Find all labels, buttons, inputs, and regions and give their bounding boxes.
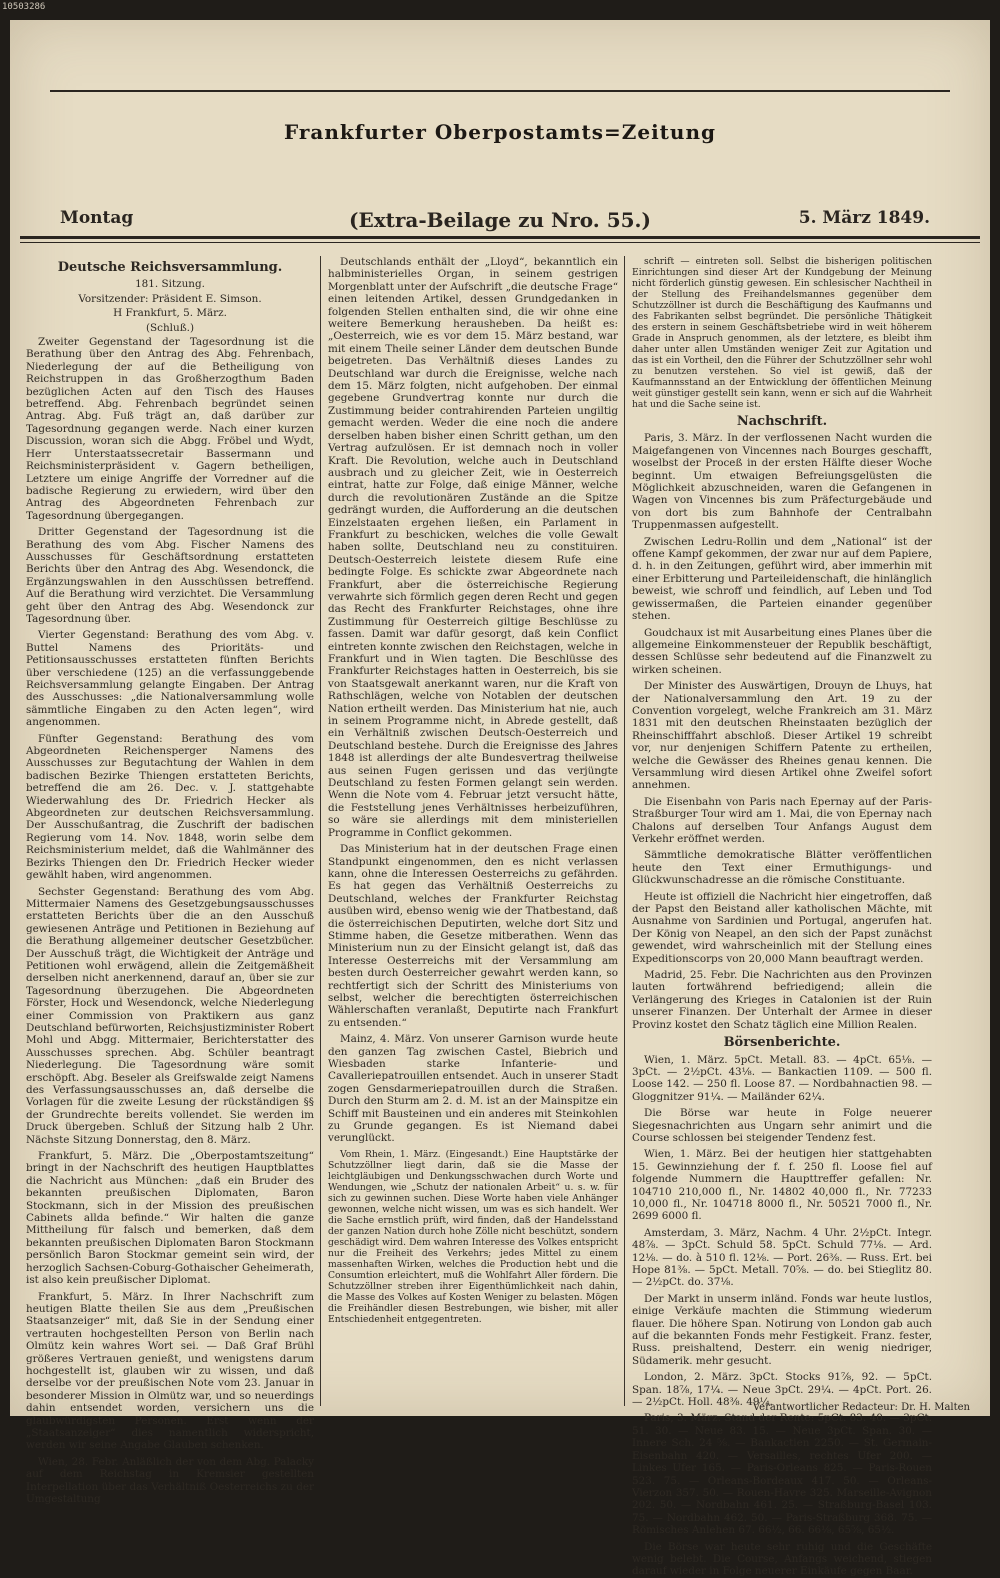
article-paragraph: Wien, 28. Febr. Anläßlich der von dem Abg. Palacky auf dem Reichstag in Kremsier gestellten Interpellation über das Verhältniß Oesterreichs zu der Umgestaltung bbox=[26, 1455, 314, 1505]
masthead-rule-thin bbox=[20, 242, 980, 243]
column-1 bbox=[26, 256, 314, 1505]
section-heading: Deutsche Reichsversammlung. bbox=[57, 260, 283, 275]
article-paragraph: Fünfter Gegenstand: Berathung des vom Abgeordneten Reichensperger Namens des Ausschusses zur Begutachtung der Wahlen in dem badischen Bezirke Thiengen erstatteten Berichts, betreffend die am 26. Dec. v. J. stattgehabte Wiederwahlung des Dr. Friedrich Hecker als Abgeordneten zur deutschen Reichsversammlung. Der Ausschußantrag, die Zuschrift der badischen Regierung vom 14. Nov. 1848, worin selbe dem Reichsministerium meldet, daß die Wahlmänner des Bezirks Thiengen den Dr. Friedrich Hecker wieder gewählt haben, wird angenommen. bbox=[26, 732, 314, 882]
market-report: London, 2. März. 3pCt. Stocks 91⅞, 92. — 5pCt. Span. 18⅞, 17¼. — Neue 3pCt. 29¼. — 4pCt. Port. 26. — 2½pCt. Holl. 48⅜. 49¼. bbox=[632, 1371, 932, 1409]
article-paragraph: Frankfurt, 5. März. Die „Oberpostamtszeitung“ bringt in der Nachschrift des heutigen Hauptblattes die Nachricht aus München: „daß ein Bruder des bekannten preußischen Diplomaten, Baron Stockmann, sich in der Mission des preußischen Cabinets allda befinde.“ Wir halten die ganze Mittheilung für falsch und bemerken, daß dem bekannten preußischen Diplomaten Baron Stockmann persönlich Baron Stockmar gemeint sein wird, der herzoglich Sachsen-Coburg-Gothaischer Geheimerath, ist also kein preußischer Diplomat. bbox=[26, 1150, 314, 1287]
article-paragraph: Der Minister des Auswärtigen, Drouyn de Lhuys, hat der Nationalversammlung den Art. 19 zu der Convention vorgelegt, welche Frankreich am 31. März 1831 mit den deutschen Rheinstaaten bezüglich der Rheinschifffahrt abschloß. Dieser Artikel 19 schreibt vor, nur denjenigen Schiffern Patente zu ertheilen, welche die Gewässer des Rheines genau kennen. Die Versammlung wird diesen Artikel ohne Zweifel sofort annehmen. bbox=[632, 680, 932, 792]
session-chair: Vorsitzender: Präsident E. Simson. bbox=[78, 292, 262, 305]
continuation-note: (Schluß.) bbox=[146, 321, 194, 334]
article-paragraph: Zwischen Ledru-Rollin und dem „National“ ist der offene Kampf gekommen, der zwar nur auf dem Papiere, d. h. in den Zeitungen, geführt wird, aber immerhin mit einer Erbitterung und Parteileidenschaft, die hinlänglich beweist, wie schroff und feindlich, auf Leben und Tod gewissermaßen, die Parteien einander gegenüber stehen. bbox=[632, 535, 932, 623]
article-paragraph: Vom Rhein, 1. März. (Eingesandt.) Eine Hauptstärke der Schutzzöllner liegt darin, daß sie die Masse der leichtgläubigen und Denkungsschwachen durch Worte und Wendungen, wie „Schutz der nationalen Arbeit“ u. s. w. für sich zu gewinnen suchen. Diese Worte haben viele Anhänger gewonnen, welche nicht wissen, um was es sich handelt. Wer die Sache ernstlich prüft, wird finden, daß der Handelsstand der ganzen Nation durch hohe Zölle nicht beschützt, sondern geschädigt wird. Dem wahren Interesse des Volkes entspricht nur die Freiheit des Verkehrs; jedes Mittel zu einem massenhaften Wirken, welches die Production hebt und die Consumtion erleichtert, muß die Wohlfahrt Aller fördern. Die Schutzzöllner streben ihrer Eigenthümlichkeit nach dahin, die Masse des Volkes auf Kosten Weniger zu belasten. Mögen die Freihändler diesen Bestrebungen, wie bisher, mit aller Entschiedenheit entgegentreten. bbox=[328, 1148, 618, 1325]
top-double-rule bbox=[50, 90, 950, 92]
article-paragraph: schrift — eintreten soll. Selbst die bisherigen politischen Einrichtungen sind dieser Art der Kundgebung der Meinung nicht förderlich günstig gewesen. Ein schlesischer Nachtheil in der Stellung des Freihandelsmannes gegenüber dem Schutzzöllner ist durch die Beschäftigung des Kaufmanns und des Fabrikanten selbst begründet. Die persönliche Thätigkeit des erstern in seinem Geschäftsbetriebe wird in weit höherem Grade in Anspruch genommen, als der letztere, es bleibt ihm daher unter allen Umständen weniger Zeit zur Agitation und das ist ein Vortheil, den die Führer der Schutzzöllner sehr wohl zu benutzen verstehen. So viel ist gewiß, daß der Kaufmannsstand an der Entwicklung der öffentlichen Meinung weit günstiger gestellt sein kann, wenn er sich auf die Wahrheit hat und die Sache seine ist. bbox=[632, 256, 932, 410]
newspaper-page bbox=[10, 20, 990, 1578]
column-2 bbox=[328, 256, 618, 1406]
article-paragraph: Goudchaux ist mit Ausarbeitung eines Planes über die allgemeine Einkommensteuer der Republik beschäftigt, dessen Schlüsse sehr bedeutend auf die Finanzwelt zu wirken scheinen. bbox=[632, 626, 932, 676]
masthead-date: 5. März 1849. bbox=[798, 208, 930, 228]
masthead-supplement: (Extra-Beilage zu Nro. 55.) bbox=[349, 208, 651, 232]
masthead-rule bbox=[20, 236, 980, 239]
market-report: Der Markt in unserm inländ. Fonds war heute lustlos, einige Verkäufe machten die Stimmung wiederum flauer. Die höhere Span. Notirung von London gab auch auf die bekannten Fonds mehr Festigkeit. Franz. fester, Russ. preishaltend, Desterr. ein wenig niedriger, Südamerik. mehr gesucht. bbox=[632, 1292, 932, 1367]
scan-id: 10503286 bbox=[2, 2, 46, 12]
masthead-day: Montag bbox=[60, 208, 134, 228]
article-paragraph: Das Ministerium hat in der deutschen Frage einen Standpunkt eingenommen, den es nicht verlassen kann, ohne die Interessen Oesterreichs zu gefährden. Es hat gegen das Verhältniß Oesterreichs zu Deutschland, welches der Frankfurter Reichstag ausüben wird, ebenso wenig wie der Thatbestand, daß die österreichischen Deputirten, welche dort Sitz und Stimme haben, die Gesetze mitberathen. Wenn das Ministerium nun zu der Einsicht gelangt ist, daß das Interesse Oesterreichs mit der Versammlung am besten durch Oesterreicher gewahrt werden kann, so rechtfertigt sich der Schritt des Ministeriums von selbst, welcher die berechtigten österreichischen Wählerschaften veranlaßt, Deputirte nach Frankfurt zu entsenden.“ bbox=[328, 843, 618, 1029]
article-paragraph: Paris, 3. März. In der verflossenen Nacht wurden die Maigefangenen von Vincennes nach Bourges geschafft, woselbst der Proceß in der ersten Hälfte dieser Woche beginnt. Um etwaigen Befreiungsgelüsten die Möglichkeit abzuschneiden, waren die Gefangenen in Wagen von Vincennes bis zum Präfecturgebäude und von dort bis zum Bahnhofe der Centralbahn Truppenmassen aufgestellt. bbox=[632, 432, 932, 532]
market-report: Paris, 3. März. Stand der Rente: 5pCt. 83. 40. — 3pCt. 51. 30. — Neue 83. 15. — Neue 3pCt. Span. 30. — Innere Sch. 24 ⅝. — Bankactien 2250. — St. Germain-Eisenbahn 420. — Versailles, rechtes Ufer 200. — Linkes Ufer 165. — Paris-Orleans 825. — Paris-Rouen 523. 75. — Orleans-Bordeaux 417. 50. — Orleans-Vierzon 357. 50. — Rouen-Havre 325. Marseille-Avignon 202. 50. — Nordbahn 461. 25. — Straßburg-Basel 103. 75. — Nordbahn 462. 50. — Paris-Straßburg 368. 75. — Römisches Anlehen 67. 66½, 66. 66⅛, 65⅝, 65½. bbox=[632, 1412, 932, 1537]
article-paragraph: Heute ist offiziell die Nachricht hier eingetroffen, daß der Papst den Beistand aller katholischen Mächte, mit Ausnahme von Sardinien und Portugal, angerufen hat. Der König von Neapel, an den sich der Papst zunächst gewendet, wird wahrscheinlich mit der Stellung eines Expeditionscorps von 20,000 Mann beauftragt werden. bbox=[632, 890, 932, 965]
column-divider bbox=[320, 256, 321, 1406]
article-paragraph: Mainz, 4. März. Von unserer Garnison wurde heute den ganzen Tag zwischen Castel, Biebrich und Wiesbaden starke Infanterie- und Cavalleriepatrouillen entsendet. Auch in unserer Stadt zogen Gensdarmeriepatrouillen durch die Straßen. Durch den Sturm am 2. d. M. ist an der Mainspitze ein Schiff mit Bausteinen und ein anderes mit Steinkohlen zu Grunde gegangen. Es ist Niemand dabei verunglückt. bbox=[328, 1033, 618, 1145]
article-paragraph: Madrid, 25. Febr. Die Nachrichten aus den Provinzen lauten fortwährend befriedigend; allein die Verlängerung des Krieges in Catalonien ist der Ruin unserer Finanzen. Der Unterhalt der Armee in dieser Provinz kostet den Schatz täglich eine Million Realen. bbox=[632, 969, 932, 1031]
market-report: Amsterdam, 3. März, Nachm. 4 Uhr. 2½pCt. Integr. 48⅞. — 3pCt. Schuld 58. 5pCt. Schuld 77⅛. — Ard. 12⅛. — do. à 510 fl. 12⅛. — Port. 26⅜. — Russ. Ert. bei Hope 81⅜. — 5pCt. Metall. 70⅝. — do. bei Stieglitz 80. — 2½pCt. do. 37⅛. bbox=[632, 1226, 932, 1289]
market-report: Wien, 1. März. 5pCt. Metall. 83. — 4pCt. 65⅛. — 3pCt. — 2½pCt. 43⅛. — Bankactien 1109. — 500 fl. Loose 142. — 250 fl. Loose 87. — Nordbahnactien 98. — Gloggnitzer 91¼. — Mailänder 62¼. bbox=[632, 1053, 932, 1103]
dateline: H Frankfurt, 5. März. bbox=[113, 307, 227, 320]
article-paragraph: Vierter Gegenstand: Berathung des vom Abg. v. Buttel Namens des Prioritäts- und Petitionsausschusses erstatteten fünften Berichts über verschiedene (125) an die verfassunggebende Reichsversammlung gelangte Eingaben. Der Antrag des Ausschusses: „die Nationalversammlung wolle sämmtliche Eingaben zu den Acten legen“, wird angenommen. bbox=[26, 629, 314, 729]
masthead-title: Frankfurter Oberpostamts=Zeitung bbox=[284, 120, 716, 144]
article-paragraph: Zweiter Gegenstand der Tagesordnung ist die Berathung über den Antrag des Abg. Fehrenbach, Niederlegung der auf die Betheiligung von Reichstruppen in das Großherzogthum Baden bezüglichen Acten auf den Tisch des Hauses betreffend. Abg. Fehrenbach begründet seinen Antrag. Abg. Fuß trägt an, daß darüber zur Tagesordnung gegangen werde. Nach einer kurzen Discussion, woran sich die Abgg. Fröbel und Wydt, Herr Unterstaatssecretair Bassermann und Reichsministerpräsident v. Gagern betheiligen, Letztere um einige Angriffe der Vorredner auf die badische Regierung zu erwiedern, wird über den Antrag des Abgeordneten Fehrenbach zur Tagesordnung übergegangen. bbox=[26, 336, 314, 522]
article-paragraph: Deutschlands enthält der „Lloyd“, bekanntlich ein halbministerielles Organ, in seinem gestrigen Morgenblatt unter der Aufschrift „die deutsche Frage“ einen leitenden Artikel, dessen Grundgedanken in folgenden Stellen enthalten sind, die wir ohne eine weitere Bemerkung herausheben. Da heißt es: „Oesterreich, wie es vor dem 15. März bestand, war mit einem Theile seiner Länder dem deutschen Bunde beigetreten. Das Verhältniß dieses Landes zu Deutschland war durch die Ereignisse, welche nach dem 15. März folgten, nicht aufgehoben. Der einmal gegebene Grundvertrag konnte nur durch die Zustimmung beider contrahirenden Parteien ungiltig gemacht werden. Weder die eine noch die andere derselben haben bisher einen Schritt gethan, um den Vertrag aufzulösen. Er ist demnach noch in voller Kraft. Die Revolution, welche auch in Deutschland ausbrach und zu gleicher Zeit, wie in Oesterreich eintrat, hatte zur Folge, daß einige Männer, welche durch die revolutionären Zustände an die Spitze gedrängt wurden, die Aufforderung an die deutschen Einzelstaaten ergehen ließen, ein Parlament in Frankfurt zu beschicken, welches die volle Gewalt haben sollte, Deutschland neu zu constituiren. Deutsch-Oesterreich leistete diesem Rufe eine bedingte Folge. Es schickte zwar Abgeordnete nach Frankfurt, aber die österreichische Regierung verwahrte sich förmlich gegen deren Recht und gegen das Recht des Frankfurter Reichstages, ohne ihre Zustimmung für Oesterreich giltige Beschlüsse zu fassen. Damit war dafür gesorgt, daß kein Conflict eintreten konnte zwischen den Reichstagen, welche in Frankfurt und in Wien tagten. Die Beschlüsse des Frankfurter Reichstages hatten in Oesterreich, bis sie von Staatsgewalt anerkannt waren, nur die Kraft von Rathschlägen, welche von Notablen der deutschen Nation ertheilt werden. Das Ministerium hat nie, auch in seinem Programme nicht, in Abrede gestellt, daß ein Verhältniß zwischen Deutsch-Oesterreich und Deutschland bestehe. Durch die Ereignisse des Jahres 1848 ist allerdings der alte Bundesvertrag theilweise aus seinen Fugen gerissen und das verjüngte Deutschland zu festen Formen gelangt sein werden. Wenn die Note vom 4. Februar jetzt versucht hätte, die Feststellung jenes Verhältnisses herbeizuführen, so wäre sie allerdings mit dem ministeriellen Programme in Conflict gekommen. bbox=[328, 256, 618, 839]
section-heading: Nachschrift. bbox=[736, 414, 828, 429]
editor-credit: Verantwortlicher Redacteur: Dr. H. Malten bbox=[752, 1402, 970, 1413]
market-report: Die Börse war heute in Folge neuerer Siegesnachrichten aus Ungarn sehr animirt und die Course schlossen bei steigender Tendenz fest. bbox=[632, 1107, 932, 1144]
market-report: Die Börse war heute sehr ruhig und die Geschäfte wenig belebt. Die Course, Anfangs weichend, stiegen darauf wieder in Folge neuerer Einkäufe gegen Baar. bbox=[632, 1540, 932, 1578]
article-paragraph: Frankfurt, 5. März. In Ihrer Nachschrift zum heutigen Blatte theilen Sie aus dem „Preußischen Staatsanzeiger“ mit, daß Sie in der Sendung einer vertrauten hochgestellten Person von Berlin nach Olmütz kein wahres Wort sei. — Daß Graf Brühl größeres Vertrauen genießt, und wenigstens darum hochgestellt ist, glauben wir zu wissen, und daß derselbe vor der preußischen Note vom 23. Januar in besonderer Mission in Olmütz war, und so neuerdings dahin entsendet worden, versichern uns die glaubwürdigsten Personen. Erst wenn der „Staatsanzeiger“ dies namentlich widerspricht, werden wir seine Angabe Glauben schenken. bbox=[26, 1290, 314, 1452]
article-paragraph: Sechster Gegenstand: Berathung des vom Abg. Mittermaier Namens des Gesetzgebungsausschusses erstatteten Berichts über die an den Ausschuß gewiesenen Anträge und Petitionen in Beziehung auf die Berathung allgemeiner deutscher Gesetzbücher. Der Ausschuß trägt, die Wichtigkeit der Anträge und Petitionen wohl erwägend, allein die Zeitgemäßheit derselben nicht anerkennend, darauf an, über sie zur Tagesordnung überzugehen. Die Abgeordneten Förster, Hock und Wesendonck, welche Niederlegung einer Commission von Praktikern aus ganz Deutschland befürworten, Reichsjustizminister Robert Mohl und Abgg. Mittermaier, Berichterstatter des Ausschusses sprechen. Abg. Schüler beantragt Niederlegung. Die Tagesordnung wäre somit erschöpft. Abg. Beseler als Greifswalde zeigt Namens des Verfassungsausschusses an, daß derselbe die Vorlagen für die zweite Lesung der rückständigen §§ der Grundrechte bereits vollendet. Sie werden im Druck übergeben. Schluß der Sitzung halb 2 Uhr. Nächste Sitzung Donnerstag, den 8. März. bbox=[26, 885, 314, 1146]
market-report: Wien, 1. März. Bei der heutigen hier stattgehabten 15. Gewinnziehung der f. f. 250 fl. Loose fiel auf folgende Nummern die Haupttreffer gefallen: Nr. 104710 210,000 fl., Nr. 14802 40,000 fl., Nr. 77233 10,000 fl., Nr. 104718 8000 fl., Nr. 50521 7000 fl., Nr. 2699 6000 fl. bbox=[632, 1148, 932, 1223]
article-paragraph: Dritter Gegenstand der Tagesordnung ist die Berathung des vom Abg. Fischer Namens des Ausschusses für Geschäftsordnung erstatteten Berichts über den Antrag des Abg. Wesendonck, die Ergänzungswahlen in den Ausschüssen betreffend. Auf die Berathung wird verzichtet. Die Versammlung geht über den Antrag des Abg. Wesendonck zur Tagesordnung über. bbox=[26, 526, 314, 625]
section-heading: Börsenberichte. bbox=[723, 1035, 841, 1051]
article-paragraph: Die Eisenbahn von Paris nach Epernay auf der Paris-Straßburger Tour wird am 1. Mai, die von Epernay nach Chalons auf derselben Tour Anfangs August dem Verkehr eröffnet werden. bbox=[632, 795, 932, 845]
session-number: 181. Sitzung. bbox=[135, 278, 205, 291]
column-divider bbox=[624, 256, 625, 1406]
article-paragraph: Sämmtliche demokratische Blätter veröffentlichen heute den Text einer Ermuthigungs- und Glückwunschadresse an die römische Constituante. bbox=[632, 849, 932, 887]
